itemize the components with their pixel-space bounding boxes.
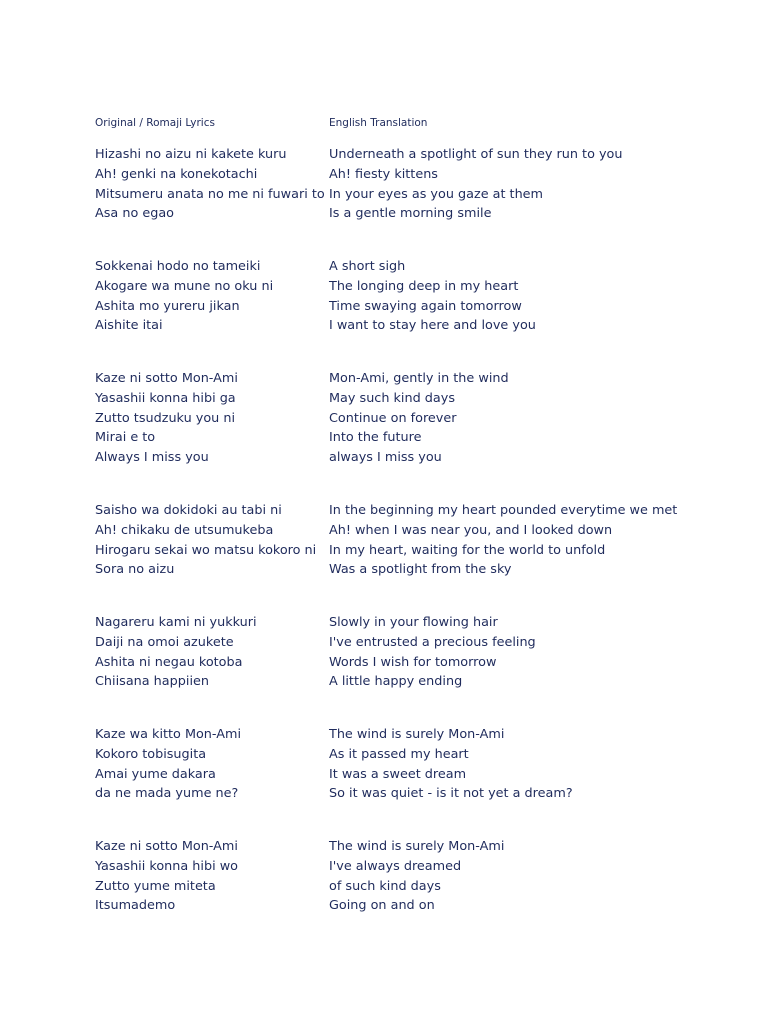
original-lyric-line: Yasashii konna hibi ga: [95, 390, 236, 406]
original-lyric-line: Amai yume dakara: [95, 766, 216, 782]
original-lyrics-column: [95, 613, 257, 692]
original-lyric-line: Asa no egao: [95, 206, 175, 222]
translation-line: The longing deep in my heart: [329, 278, 519, 294]
translation-line: Time swaying again tomorrow: [329, 298, 522, 314]
original-lyric-line: Kokoro tobisugita: [95, 746, 207, 762]
translation-line: It was a sweet dream: [329, 766, 467, 782]
original-lyrics-header: Original / Romaji Lyrics: [95, 117, 215, 129]
translation-line: I've entrusted a precious feeling: [329, 634, 536, 650]
translation-line: Continue on forever: [329, 410, 457, 426]
original-lyric-line: Ah! genki na konekotachi: [95, 166, 258, 182]
translation-line: Going on and on: [329, 898, 435, 914]
translation-column: [329, 369, 509, 468]
translation-line: always I miss you: [329, 450, 442, 466]
original-lyric-line: Ashita ni negau kotoba: [95, 654, 243, 670]
original-lyric-line: Kaze ni sotto Mon-Ami: [95, 371, 238, 386]
original-lyric-line: da ne mada yume ne?: [95, 786, 239, 802]
translation-line: A little happy ending: [329, 674, 463, 690]
translation-line: May such kind days: [329, 390, 455, 406]
translation-column: [329, 725, 573, 804]
original-lyrics-column: [95, 369, 238, 468]
translation-line: of such kind days: [329, 878, 441, 894]
original-lyric-line: Mitsumeru anata no me ni fuwari to: [95, 186, 325, 202]
translation-column: [329, 145, 623, 224]
translation-column: [329, 501, 677, 580]
original-lyric-line: Hizashi no aizu ni kakete kuru: [95, 147, 287, 162]
original-lyric-line: Daiji na omoi azukete: [95, 634, 234, 650]
translation-line: Is a gentle morning smile: [329, 206, 492, 222]
original-lyric-line: Itsumademo: [95, 898, 176, 914]
english-translation-header: English Translation: [329, 117, 428, 129]
original-lyric-line: Sokkenai hodo no tameiki: [95, 259, 261, 274]
original-lyric-line: Akogare wa mune no oku ni: [95, 278, 274, 294]
translation-line: So it was quiet - is it not yet a dream?: [329, 786, 573, 802]
translation-column: [329, 613, 536, 692]
translation-line: As it passed my heart: [329, 746, 469, 762]
translation-line: Words I wish for tomorrow: [329, 654, 497, 670]
original-lyric-line: Ashita mo yureru jikan: [95, 298, 240, 314]
translation-line: Underneath a spotlight of sun they run to you: [329, 147, 623, 162]
original-lyrics-column: [95, 257, 273, 336]
translation-line: Was a spotlight from the sky: [329, 562, 512, 578]
translation-line: In the beginning my heart pounded everytime we met: [329, 503, 678, 518]
translation-line: In your eyes as you gaze at them: [329, 186, 544, 202]
translation-line: Ah! fiesty kittens: [329, 166, 438, 182]
original-lyric-line: Chiisana happiien: [95, 674, 209, 690]
original-lyrics-column: [95, 501, 316, 580]
translation-line: Into the future: [329, 430, 422, 446]
translation-line: The wind is surely Mon-Ami: [329, 727, 505, 742]
original-lyric-line: Hirogaru sekai wo matsu kokoro ni: [95, 542, 317, 558]
original-lyric-line: Kaze wa kitto Mon-Ami: [95, 727, 242, 742]
original-lyrics-column: [95, 725, 241, 804]
original-lyric-line: Sora no aizu: [95, 562, 175, 578]
original-lyric-line: Aishite itai: [95, 318, 163, 334]
original-lyric-line: Yasashii konna hibi wo: [95, 858, 238, 874]
translation-column: [329, 837, 504, 916]
translation-line: The wind is surely Mon-Ami: [329, 839, 505, 854]
translation-line: In my heart, waiting for the world to unfold: [329, 542, 606, 558]
translation-line: A short sigh: [329, 259, 406, 274]
translation-column: [329, 257, 536, 336]
column-headers: [95, 117, 715, 133]
original-lyrics-column: [95, 837, 238, 916]
translation-line: Slowly in your flowing hair: [329, 615, 498, 630]
original-lyric-line: Mirai e to: [95, 430, 156, 446]
translation-line: Ah! when I was near you, and I looked down: [329, 522, 613, 538]
translation-line: I want to stay here and love you: [329, 318, 536, 334]
original-lyric-line: Nagareru kami ni yukkuri: [95, 615, 257, 630]
original-lyric-line: Ah! chikaku de utsumukeba: [95, 522, 274, 538]
original-lyrics-column: [95, 145, 325, 224]
original-lyric-line: Zutto yume miteta: [95, 878, 216, 894]
translation-line: Mon-Ami, gently in the wind: [329, 371, 509, 386]
original-lyric-line: Saisho wa dokidoki au tabi ni: [95, 503, 282, 518]
original-lyric-line: Zutto tsudzuku you ni: [95, 410, 235, 426]
translation-line: I've always dreamed: [329, 858, 462, 874]
original-lyric-line: Always I miss you: [95, 450, 209, 466]
original-lyric-line: Kaze ni sotto Mon-Ami: [95, 839, 238, 854]
